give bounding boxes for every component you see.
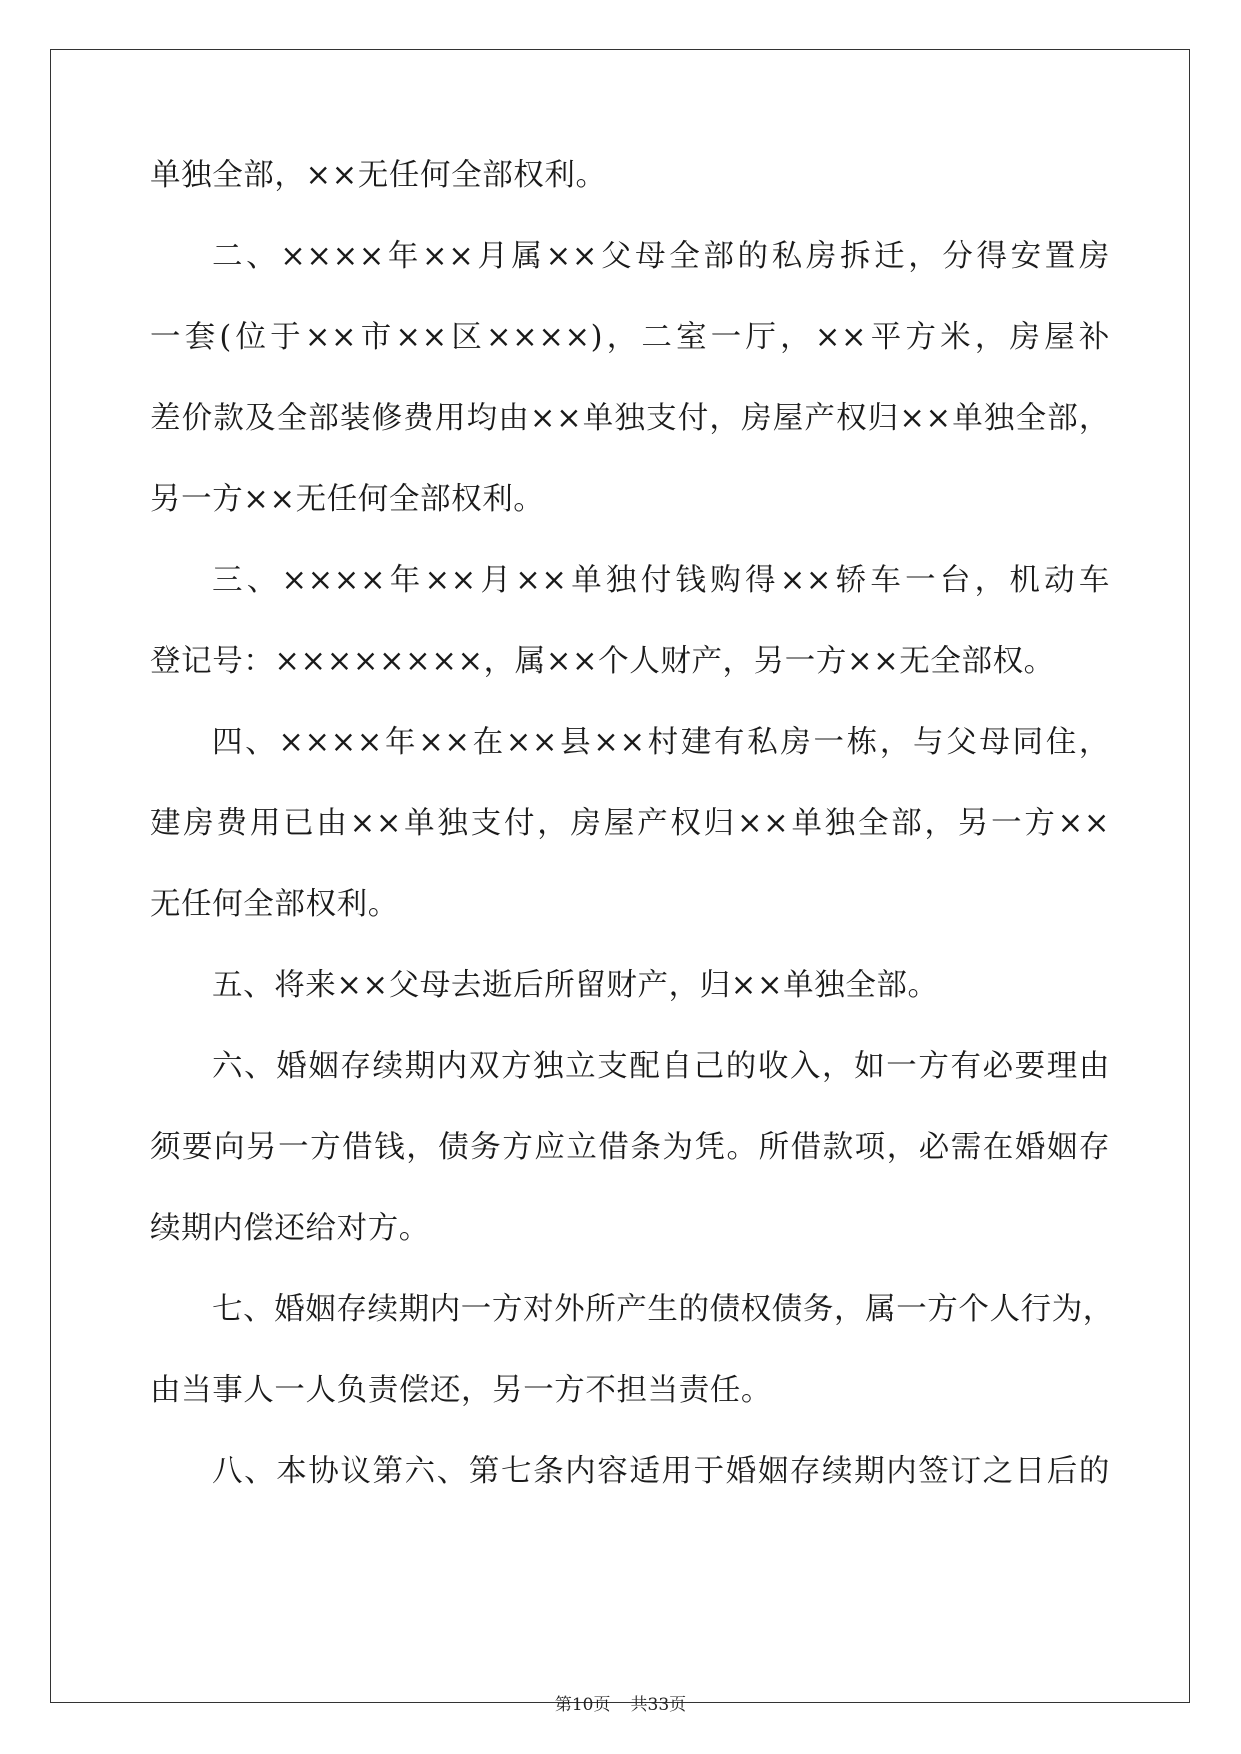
text-line: 无任何全部权利。 bbox=[150, 887, 399, 922]
text-line: 另一方××无任何全部权利。 bbox=[150, 482, 545, 517]
text-line: 建房费用已由××单独支付，房屋产权归××单独全部，另一方×× bbox=[150, 806, 1110, 841]
page-footer bbox=[0, 1690, 1241, 1715]
text-line: 七、婚姻存续期内一方对外所产生的债权债务，属一方个人行为， bbox=[212, 1292, 1114, 1327]
text-line: 登记号：××××××××，属××个人财产，另一方××无全部权。 bbox=[150, 644, 1055, 679]
text-line: 一套(位于××市××区××××)，二室一厅，××平方米，房屋补 bbox=[150, 320, 1110, 355]
text-line: 单独全部，××无任何全部权利。 bbox=[150, 158, 607, 193]
text-line: 五、将来××父母去逝后所留财产，归××单独全部。 bbox=[212, 968, 939, 1003]
text-line: 二、××××年××月属××父母全部的私房拆迁，分得安置房 bbox=[212, 239, 1110, 274]
text-line: 八、本协议第六、第七条内容适用于婚姻存续期内签订之日后的 bbox=[212, 1454, 1110, 1489]
text-line: 三、××××年××月××单独付钱购得××轿车一台，机动车 bbox=[212, 563, 1110, 598]
text-line: 由当事人一人负责偿还，另一方不担当责任。 bbox=[150, 1373, 772, 1408]
page-total: 共33页 bbox=[630, 1695, 687, 1715]
text-line: 续期内偿还给对方。 bbox=[150, 1211, 430, 1246]
text-line: 六、婚姻存续期内双方独立支配自己的收入，如一方有必要理由 bbox=[212, 1049, 1110, 1084]
text-line: 四、××××年××在××县××村建有私房一栋，与父母同住， bbox=[212, 725, 1110, 760]
document-body bbox=[150, 158, 1114, 1539]
text-line: 须要向另一方借钱，债务方应立借条为凭。所借款项，必需在婚姻存 bbox=[150, 1130, 1110, 1165]
text-line: 差价款及全部装修费用均由××单独支付，房屋产权归××单独全部， bbox=[150, 401, 1110, 436]
page-number: 第10页 bbox=[554, 1695, 611, 1715]
